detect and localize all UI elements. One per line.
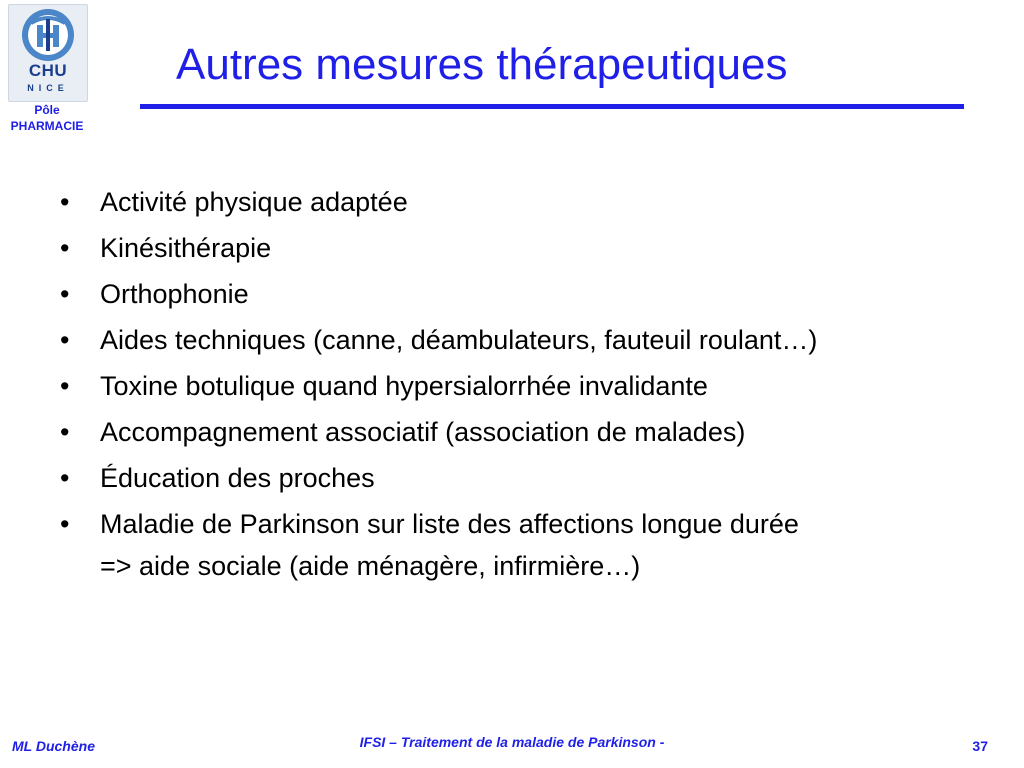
pole-label: [0, 102, 94, 134]
chu-nice-logo: [8, 4, 88, 102]
list-item: [60, 232, 960, 265]
list-item: [60, 186, 960, 219]
title-underline: [140, 104, 964, 109]
list-item-text: Kinésithérapie: [100, 233, 272, 263]
bullet-icon: •: [60, 509, 70, 539]
list-item-text: Maladie de Parkinson sur liste des affections longue durée: [100, 509, 799, 539]
bullet-icon: •: [60, 417, 70, 447]
list-item: [60, 370, 960, 403]
logo-nice-text: NICE: [27, 83, 69, 93]
list-item: [60, 278, 960, 311]
list-item-text: Toxine botulique quand hypersialorrhée invalidante: [100, 371, 708, 401]
list-item-text: Éducation des proches: [100, 463, 375, 493]
logo-chu-text: CHU: [28, 61, 68, 80]
list-item: [60, 462, 960, 495]
list-item-text: Orthophonie: [100, 279, 249, 309]
pole-line-1: Pôle: [34, 103, 60, 117]
list-item-continuation: [60, 550, 960, 583]
list-item-text: Activité physique adaptée: [100, 187, 408, 217]
list-item-text: Aides techniques (canne, déambulateurs, fauteuil roulant…): [100, 325, 818, 355]
bullet-icon: •: [60, 325, 70, 355]
list-item-text: Accompagnement associatif (association de malades): [100, 417, 746, 447]
bullet-icon: •: [60, 233, 70, 263]
hospital-emblem-icon: [9, 5, 87, 65]
bullet-icon: •: [60, 279, 70, 309]
bullet-icon: •: [60, 463, 70, 493]
footer-author: ML Duchène: [12, 738, 95, 754]
list-item: [60, 416, 960, 449]
slide-title: Autres mesures thérapeutiques: [176, 40, 788, 89]
list-item: [60, 508, 960, 541]
pole-line-2: PHARMACIE: [10, 119, 84, 133]
list-item: [60, 324, 960, 357]
page-number: 37: [972, 738, 988, 754]
footer-course-title: IFSI – Traitement de la maladie de Parkinson -: [359, 734, 665, 750]
list-item-text: => aide sociale (aide ménagère, infirmière…): [100, 551, 641, 581]
bullet-icon: •: [60, 187, 70, 217]
bullet-list: [60, 186, 960, 596]
bullet-icon: •: [60, 371, 70, 401]
